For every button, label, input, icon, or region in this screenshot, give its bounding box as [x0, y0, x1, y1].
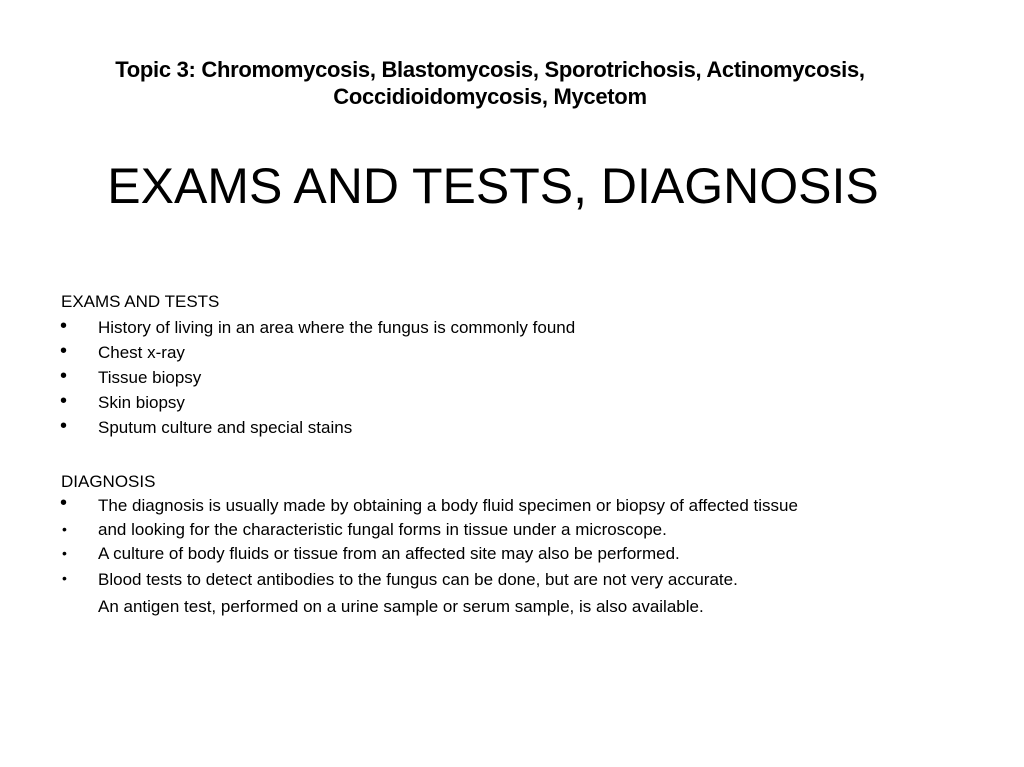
list-item: The diagnosis is usually made by obtaining a body fluid specimen or biopsy of affected tissue — [98, 496, 798, 515]
list-item: History of living in an area where the fungus is commonly found — [98, 318, 576, 337]
topic-line-2: Coccidioidomycosis, Mycetom — [333, 84, 647, 109]
bullet-icon: • — [60, 492, 68, 514]
exams-heading: EXAMS AND TESTS — [61, 292, 220, 311]
bullet-icon: • — [62, 545, 67, 561]
bullet-icon: • — [60, 390, 68, 412]
diagnosis-heading: DIAGNOSIS — [61, 472, 156, 491]
list-item: Sputum culture and special stains — [98, 418, 353, 437]
bullet-icon: • — [62, 521, 67, 537]
bullet-icon: • — [60, 315, 68, 337]
list-item: A culture of body fluids or tissue from an affected site may also be performed. — [98, 544, 680, 563]
list-item: and looking for the characteristic fungal forms in tissue under a microscope. — [98, 520, 667, 539]
list-item: Blood tests to detect antibodies to the fungus can be done, but are not very accurate. — [98, 570, 738, 589]
bullet-icon: • — [60, 365, 68, 387]
list-item: Chest x-ray — [98, 343, 185, 362]
bullet-icon: • — [60, 340, 68, 362]
bullet-icon: • — [62, 570, 67, 586]
topic-line-1: Topic 3: Chromomycosis, Blastomycosis, Sporotrichosis, Actinomycosis, — [115, 57, 865, 82]
list-item: An antigen test, performed on a urine sample or serum sample, is also available. — [98, 597, 704, 616]
list-item: Tissue biopsy — [98, 368, 202, 387]
bullet-icon: • — [60, 415, 68, 437]
list-item: Skin biopsy — [98, 393, 185, 412]
page-title: EXAMS AND TESTS, DIAGNOSIS — [107, 158, 879, 214]
